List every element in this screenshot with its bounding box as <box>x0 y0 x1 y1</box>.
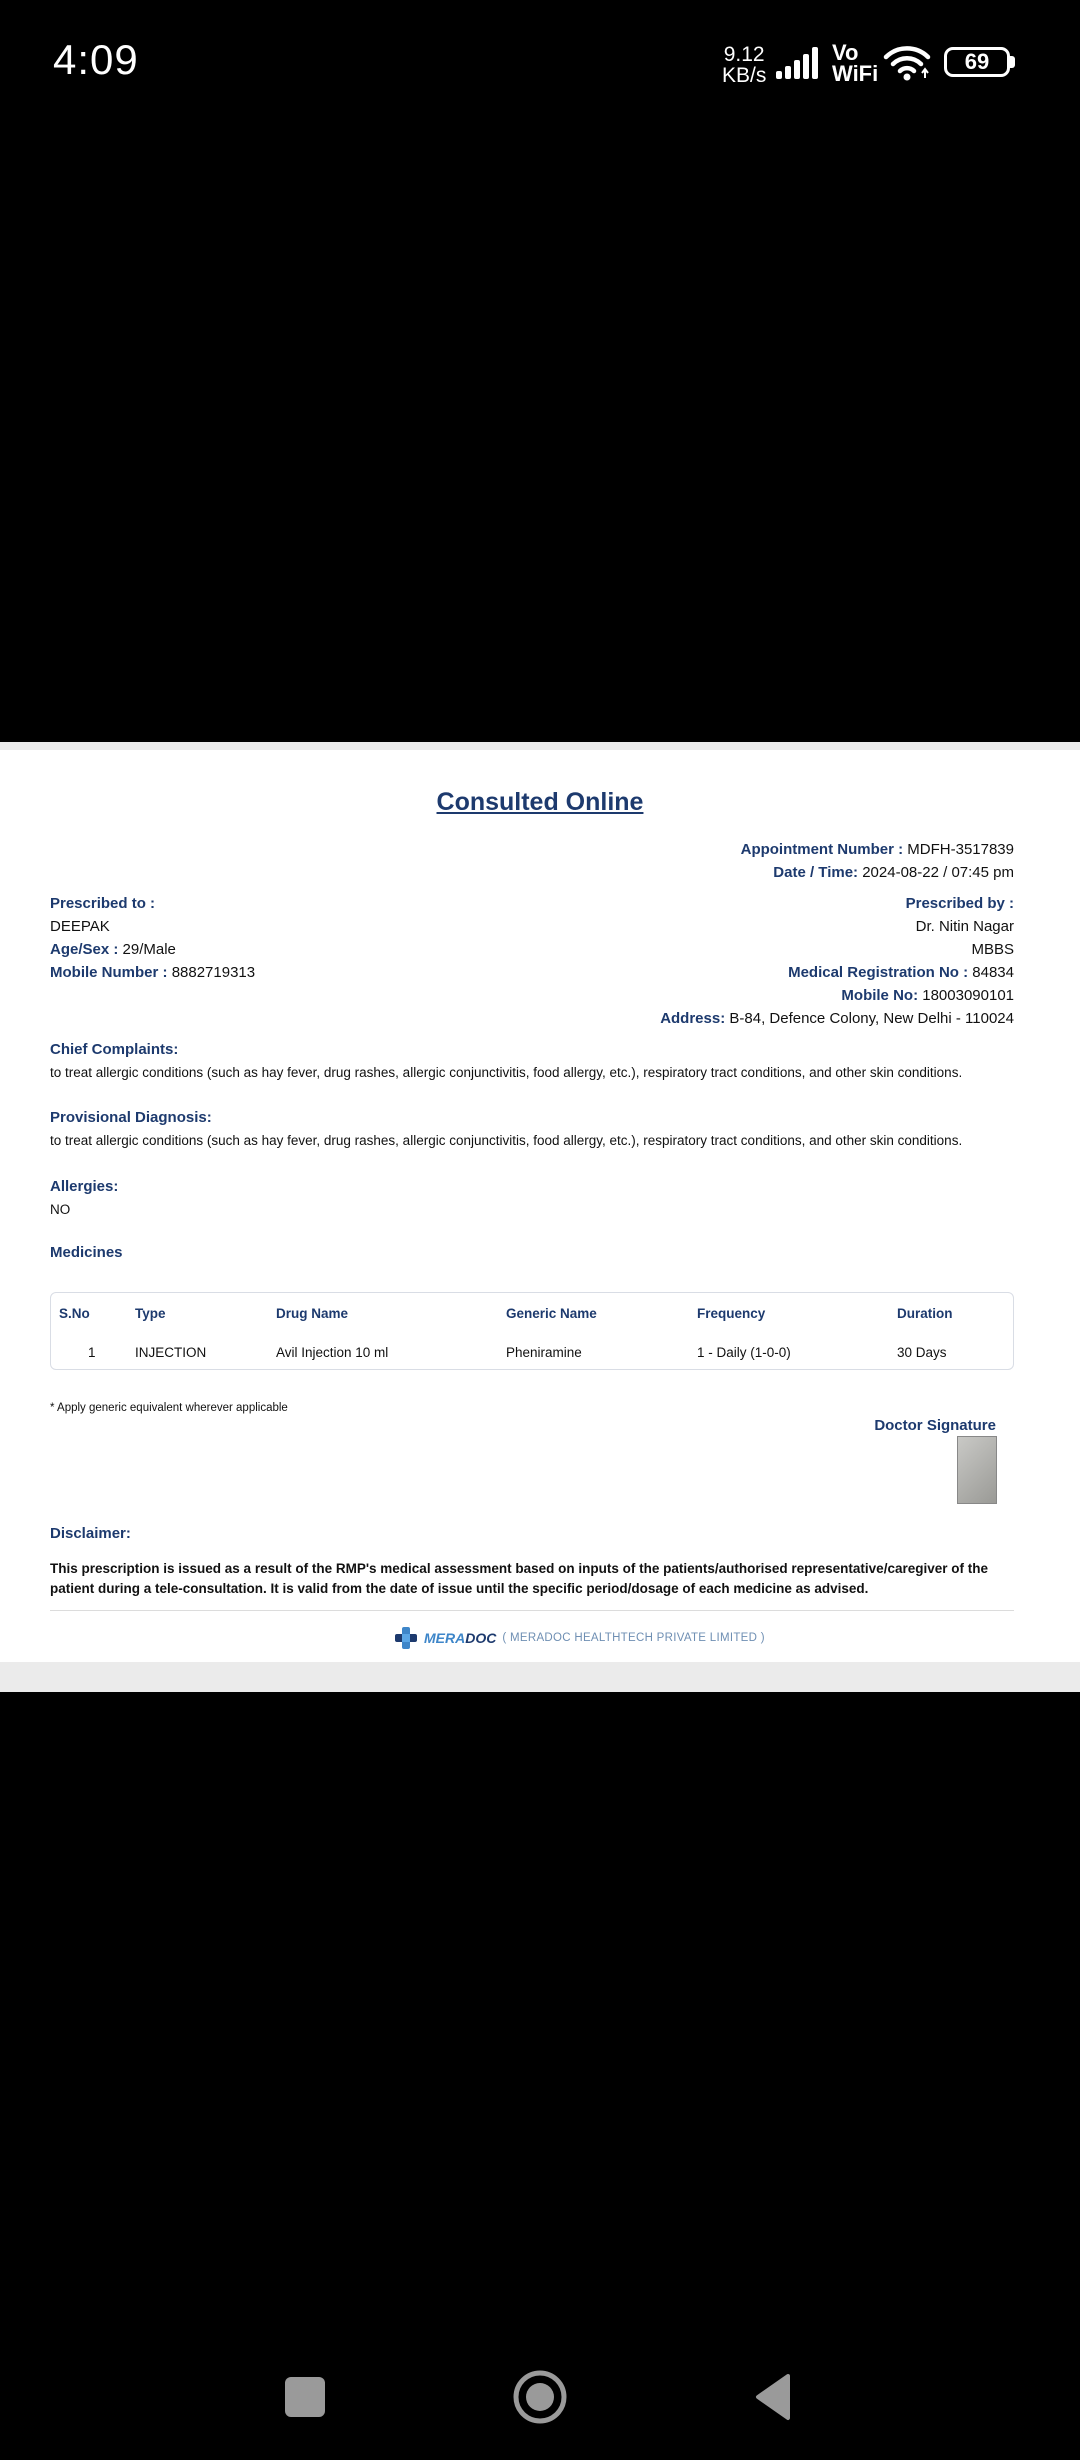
date-time: 2024-08-22 / 07:45 pm <box>862 864 1014 881</box>
status-bar <box>0 0 1080 125</box>
address-label: Address: <box>660 1010 726 1027</box>
prescribed-by-label: Prescribed by : <box>905 895 1014 912</box>
date-time-label: Date / Time: <box>773 864 859 881</box>
provisional-diagnosis-label: Provisional Diagnosis: <box>50 1109 212 1126</box>
table-cell: 1 <box>88 1345 96 1360</box>
appointment-number-label: Appointment Number : <box>740 841 904 858</box>
doctor-info <box>660 892 1014 1030</box>
registration-number: 84834 <box>972 964 1014 981</box>
battery-icon <box>944 47 1010 77</box>
appointment-info <box>741 838 1014 884</box>
column-header: S.No <box>59 1306 90 1321</box>
age-sex-label: Age/Sex : <box>50 941 119 958</box>
table-cell: Avil Injection 10 ml <box>276 1345 389 1360</box>
table-cell: 1 - Daily (1-0-0) <box>697 1345 791 1360</box>
column-header: Drug Name <box>276 1306 349 1321</box>
table-cell: Pheniramine <box>506 1345 582 1360</box>
appointment-number: MDFH-3517839 <box>907 841 1014 858</box>
doctor-mobile: 18003090101 <box>922 987 1014 1004</box>
disclaimer-text: This prescription is issued as a result of the RMP's medical assessment based on inputs of the patients/authorised representative/caregiver of the patient during a tele-consultation. It is valid from the date of issue until the specific period/dosage of each medicine as advised. <box>50 1561 988 1596</box>
battery-tip <box>1010 56 1015 68</box>
prescription-page <box>0 750 1080 1662</box>
patient-info <box>50 892 255 984</box>
column-header: Frequency <box>697 1306 766 1321</box>
patient-name: DEEPAK <box>50 918 110 935</box>
patient-mobile: 8882719313 <box>171 964 256 981</box>
home-button[interactable] <box>512 2369 568 2425</box>
document-title: Consulted Online <box>436 788 644 816</box>
battery-level: 69 <box>964 49 990 74</box>
column-header: Generic Name <box>506 1306 597 1321</box>
recent-apps-button[interactable] <box>285 2377 325 2417</box>
doctor-mobile-label: Mobile No: <box>841 987 919 1004</box>
divider <box>50 1610 1014 1611</box>
generic-note: * Apply generic equivalent wherever applicable <box>50 1402 288 1414</box>
signal-icon <box>775 47 825 79</box>
prescribed-to-label: Prescribed to : <box>50 895 156 912</box>
medicines-label: Medicines <box>50 1244 123 1261</box>
wifi-icon <box>882 43 932 83</box>
provisional-diagnosis-text: to treat allergic conditions (such as hay fever, drug rashes, allergic conjunctivitis, food allergy, etc.), respiratory tract conditions, and other skin conditions. <box>50 1133 963 1148</box>
age-sex: 29/Male <box>122 941 176 958</box>
doctor-address: B-84, Defence Colony, New Delhi - 110024 <box>729 1010 1014 1027</box>
network-speed: 9.12 KB/s <box>722 43 767 87</box>
chief-complaints-label: Chief Complaints: <box>50 1041 179 1058</box>
column-header: Type <box>135 1306 166 1321</box>
medicines-table <box>50 1292 1014 1370</box>
patient-mobile-label: Mobile Number : <box>50 964 168 981</box>
document-viewer[interactable] <box>0 742 1080 1692</box>
registration-label: Medical Registration No : <box>788 964 969 981</box>
doctor-qualification: MBBS <box>971 941 1014 958</box>
signature-image <box>957 1436 997 1504</box>
table-cell: 30 Days <box>897 1345 947 1360</box>
doctor-signature-label: Doctor Signature <box>874 1417 996 1434</box>
company-name: ( MERADOC HEALTHTECH PRIVATE LIMITED ) <box>502 1632 765 1644</box>
vowifi-indicator: Vo WiFi <box>832 40 879 86</box>
column-header: Duration <box>897 1306 953 1321</box>
table-cell: INJECTION <box>135 1345 207 1360</box>
back-button[interactable] <box>752 2372 792 2422</box>
doctor-name: Dr. Nitin Nagar <box>915 918 1014 935</box>
allergies-label: Allergies: <box>50 1178 119 1195</box>
disclaimer-label: Disclaimer: <box>50 1525 131 1542</box>
status-clock: 4:09 <box>53 36 139 83</box>
brand-name: MERADOC <box>424 1630 497 1646</box>
allergies-value: NO <box>50 1202 71 1217</box>
footer-brand <box>394 1626 765 1650</box>
chief-complaints-text: to treat allergic conditions (such as hay fever, drug rashes, allergic conjunctivitis, food allergy, etc.), respiratory tract conditions, and other skin conditions. <box>50 1065 963 1080</box>
meradoc-logo-icon <box>394 1626 418 1650</box>
